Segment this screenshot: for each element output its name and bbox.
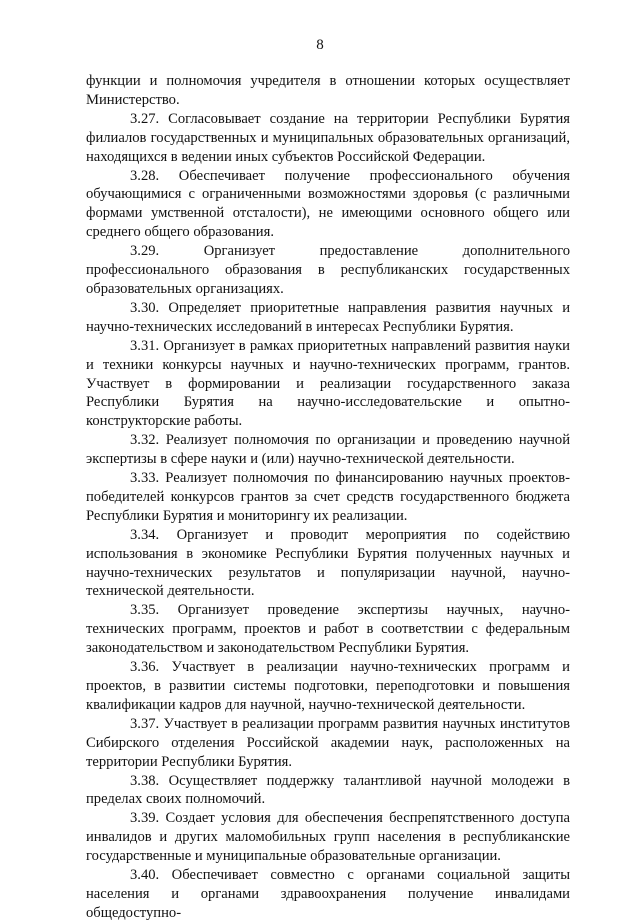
paragraph-3-39: 3.39. Создает условия для обеспечения беспрепятственного доступа инвалидов и других маломобильных групп населения в республиканские государственные и муниципальные образовательные организации. xyxy=(86,810,570,865)
paragraph-3-31: 3.31. Организует в рамках приоритетных направлений развития науки и техники конкурсы научных и научно-технических программ, грантов. Участвует в формировании и реализации государственного заказа Республики Бурятия на научно-исследовательские и опытно-конструкторские работы. xyxy=(86,337,570,430)
document-body xyxy=(86,72,570,923)
paragraph-3-29: 3.29. Организует предоставление дополнительного профессионального образования в республиканских государственных образовательных организациях. xyxy=(86,243,570,297)
paragraph-3-30: 3.30. Определяет приоритетные направления развития научных и научно-технических исследований в интересах Республики Бурятия. xyxy=(86,299,570,335)
paragraph-3-38: 3.38. Осуществляет поддержку талантливой научной молодежи в пределах своих полномочий. xyxy=(86,772,570,808)
paragraph-3-34: 3.34. Организует и проводит мероприятия по содействию использования в экономике Республики Бурятия полученных научных и научно-технических результатов и популяризации научной, научно-технической деятельности. xyxy=(86,526,570,600)
paragraph-3-35: 3.35. Организует проведение экспертизы научных, научно-технических программ, проектов и работ в соответствии с федеральным законодательством и законодательством Республики Бурятия. xyxy=(86,602,570,657)
paragraph-3-33: 3.33. Реализует полномочия по финансированию научных проектов-победителей конкурсов грантов за счет средств государственного бюджета Республики Бурятия и мониторингу их реализации. xyxy=(86,470,570,524)
paragraph-3-40: 3.40. Обеспечивает совместно с органами социальной защиты населения и органами здравоохранения получение инвалидами общедоступно- xyxy=(86,867,570,921)
paragraph-continuation: функции и полномочия учредителя в отношении которых осуществляет Министерство. xyxy=(86,73,570,108)
paragraph-3-27: 3.27. Согласовывает создание на территории Республики Бурятия филиалов государственных и муниципальных образовательных организаций, находящихся в ведении иных субъектов Российской Федерации. xyxy=(86,110,570,165)
page-number: 8 xyxy=(316,37,324,53)
paragraph-3-36: 3.36. Участвует в реализации научно-технических программ и проектов, в развитии системы подготовки, переподготовки и повышения квалификации кадров для научной, научно-технической деятельности. xyxy=(86,659,570,713)
paragraph-3-37: 3.37. Участвует в реализации программ развития научных институтов Сибирского отделения Российской академии наук, расположенных на территории Республики Бурятия. xyxy=(86,715,570,770)
paragraph-3-32: 3.32. Реализует полномочия по организации и проведению научной экспертизы в сфере науки и (или) научно-технической деятельности. xyxy=(86,432,570,468)
paragraph-3-28: 3.28. Обеспечивает получение профессионального обучения обучающимися с ограниченными возможностями здоровья (с различными формами умственной отсталости), не имеющими основного общего или среднего общего образования. xyxy=(86,167,570,241)
